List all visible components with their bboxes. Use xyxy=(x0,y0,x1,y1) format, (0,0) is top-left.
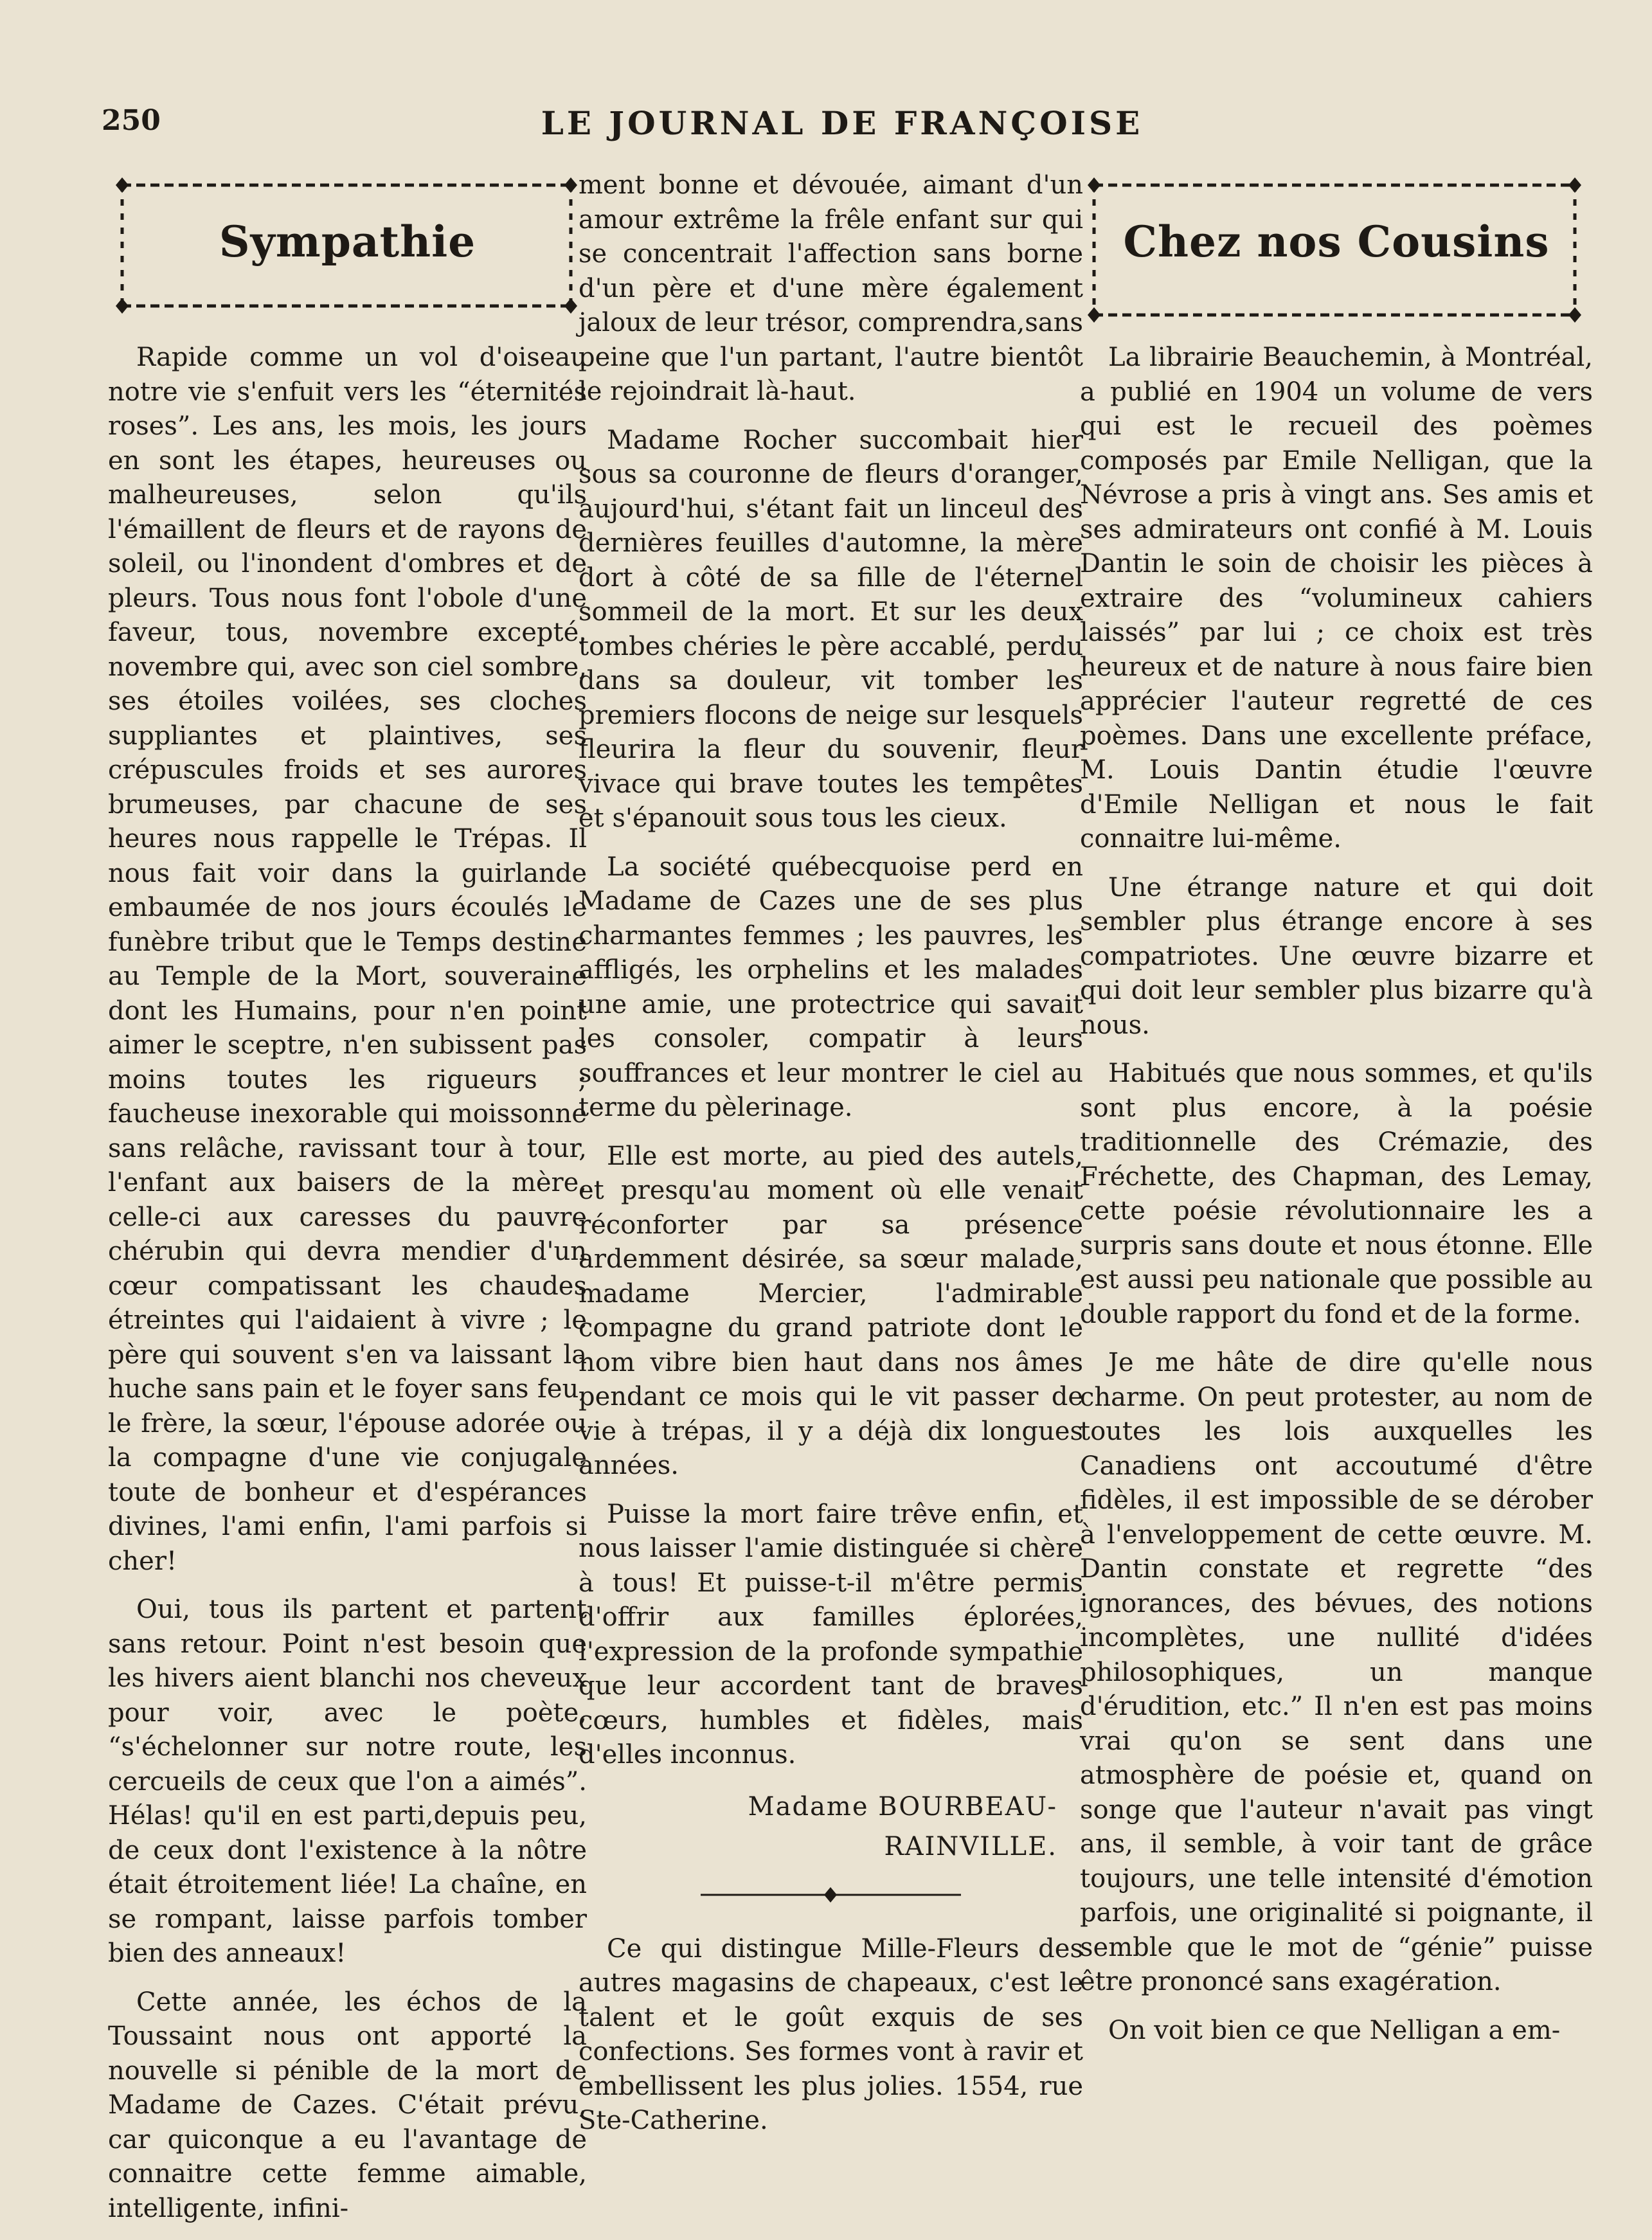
column-chez-nos-cousins xyxy=(1080,172,1593,2062)
signature-line: Madame BOURBEAU- xyxy=(748,1791,1057,1822)
paragraph-continuation: ment bonne et dévouée, aimant d'un amour extrême la frêle enfant sur qui se concentrait l'affection sans borne d'un père et d'une mère également jaloux de leur trésor, comprendra,sans peine que l'un partant, l'autre bientôt le rejoindrait là-haut. xyxy=(579,170,1083,406)
divider-ornament-icon xyxy=(579,1876,1083,1914)
paragraph: La société québecquoise perd en Madame de Cazes une de ses plus charmantes femmes ; les pauvres, les affligés, les orphelins et les malades une amie, une protectrice qui savait les consoler, compatir à leurs souffrances et leur montrer le ciel au terme du pèlerinage. xyxy=(579,852,1083,1122)
page-header xyxy=(96,104,1588,156)
column-middle xyxy=(579,168,1083,2153)
section-title: Chez nos Cousins xyxy=(1123,217,1550,267)
paragraph: Puisse la mort faire trêve enfin, et nous laisser l'amie distinguée si chère à tous! Et puisse-t-il m'être permis d'offrir aux familles éplorées, l'expression de la profonde sympathie que leur accordent tant de braves cœurs, humbles et fidèles, mais d'elles inconnus. xyxy=(579,1499,1083,1770)
signature-line: RAINVILLE. xyxy=(884,1831,1057,1861)
paragraph: Rapide comme un vol d'oiseau notre vie s'enfuit vers les “éternités roses”. Les ans, les mois, les jours en sont les étapes, heureuses ou malheureuses, selon qu'ils l'émaillent de fleurs et de rayons de soleil, ou l'inondent d'ombres et de pleurs. Tous nous font l'obole d'une faveur, tous, novembre excepté, novembre qui, avec son ciel sombre, ses étoiles voilées, ses cloches suppliantes et plaintives, ses crépuscules froids et ses aurores brumeuses, par chacune de ses heures nous rappelle le Trépas. Il nous fait voir dans la guirlande embaumée de nos jours écoulés le funèbre tribut que le Temps destine au Temple de la Mort, souveraine dont les Humains, pour n'en point aimer le sceptre, n'en subissent pas moins toutes les rigueurs ; faucheuse inexorable qui moissonne sans relâche, ravissant tour à tour, l'enfant aux baisers de la mère, celle-ci aux caresses du pauvre chérubin qui devra mendier d'un cœur compatissant les chaudes étreintes qui l'aidaient à vivre ; le père qui souvent s'en va laissant la huche sans pain et le foyer sans feu, le frère, la sœur, l'épouse adorée ou la compagne d'une vie conjugale toute de bonheur et d'espérances divines, l'ami enfin, l'ami parfois si cher! xyxy=(108,343,587,1576)
section-title-box-sympathie xyxy=(108,172,587,334)
paragraph: Elle est morte, au pied des autels, et presqu'au moment où elle venait réconforter par sa présence ardemment désirée, sa sœur malade, madame Mercier, l'admirable compagne du grand patriote dont le nom vibre bien haut dans nos âmes pendant ce mois qui le vit passer de vie à trépas, il y a déjà dix longues années. xyxy=(579,1141,1083,1480)
section-title: Sympathie xyxy=(219,217,476,267)
paragraph: Oui, tous ils partent et partent sans retour. Point n'est besoin que les hivers aient blanchi nos cheveux pour voir, avec le poète, “s'échelonner sur notre route, les cercueils de ceux que l'on a aimés”. Hélas! qu'il en est parti,depuis peu, de ceux dont l'existence à la nôtre était étroitement liée! La chaîne, en se rompant, laisse parfois tomber bien des anneaux! xyxy=(108,1595,587,1968)
column-sympathie xyxy=(108,172,587,2240)
section-divider xyxy=(579,1876,1083,1914)
paragraph: Une étrange nature et qui doit sembler plus étrange encore à ses compatriotes. Une œuvre bizarre et qui doit leur sembler plus bizarre qu'à nous. xyxy=(1080,872,1593,1040)
journal-title: LE JOURNAL DE FRANÇOISE xyxy=(541,104,1144,142)
paragraph: Madame Rocher succombait hier sous sa couronne de fleurs d'oranger, aujourd'hui, s'étant fait un linceul des dernières feuilles d'automne, la mère dort à côté de sa fille de l'éternel sommeil de la mort. Et sur les deux tombes chéries le père accablé, perdu dans sa douleur, vit tomber les premiers flocons de neige sur lesquels fleurira la fleur du souvenir, fleur vivace qui brave toutes les tempêtes et s'épanouit sous tous les cieux. xyxy=(579,425,1083,833)
advertisement-text: Ce qui distingue Mille-Fleurs des autres magasins de chapeaux, c'est le talent et le goût exquis de ses confections. Ses formes vont à ravir et embellissent les plus jolies. 1554, rue Ste-Catherine. xyxy=(579,1933,1083,2135)
section-title-box-cousins xyxy=(1080,172,1593,334)
paragraph: La librairie Beauchemin, à Montréal, a publié en 1904 un volume de vers qui est le recueil des poèmes composés par Emile Nelligan, que la Névrose a pris à vingt ans. Ses amis et ses admirateurs ont confié à M. Louis Dantin le soin de choisir les pièces à extraire des “volumineux cahiers laissés” par lui ; ce choix est très heureux et de nature à nous faire bien apprécier l'auteur regretté de ces poèmes. Dans une excellente préface, M. Louis Dantin étudie l'œuvre d'Emile Nelligan et nous le fait connaitre lui-même. xyxy=(1080,343,1593,854)
paragraph: Cette année, les échos de la Toussaint nous ont apporté la nouvelle si pénible de la mort de Madame de Cazes. C'était prévu, car quiconque a eu l'avantage de connaitre cette femme aimable, intelligente, infini- xyxy=(108,1987,587,2223)
paragraph: Je me hâte de dire qu'elle nous charme. On peut protester, au nom de toutes les lois auxquelles les Canadiens ont accoutumé d'être fidèles, il est impossible de se dérober à l'enveloppement de cette œuvre. M. Dantin constate et regrette “des ignorances, des bévues, des notions incomplètes, une nullité d'idées philosophiques, un manque d'érudition, etc.” Il n'en est pas moins vrai qu'on se sent dans une atmosphère de poésie et, quand on songe que l'auteur n'avait pas vingt ans, il semble, à voir tant de grâce toujours, une telle intensité d'émotion parfois, une originalité si poignante, il semble que le mot de “génie” puisse être prononcé sans exagération. xyxy=(1080,1348,1593,1996)
author-signature xyxy=(579,1787,1057,1867)
paragraph: On voit bien ce que Nelligan a em- xyxy=(1108,2015,1561,2045)
page-number: 250 xyxy=(102,104,161,137)
paragraph: Habitués que nous sommes, et qu'ils sont plus encore, à la poésie traditionnelle des Crémazie, des Fréchette, des Chapman, des Lemay, cette poésie révolutionnaire les a surpris sans doute et nous étonne. Elle est aussi peu nationale que possible au double rapport du fond et de la forme. xyxy=(1080,1059,1593,1329)
